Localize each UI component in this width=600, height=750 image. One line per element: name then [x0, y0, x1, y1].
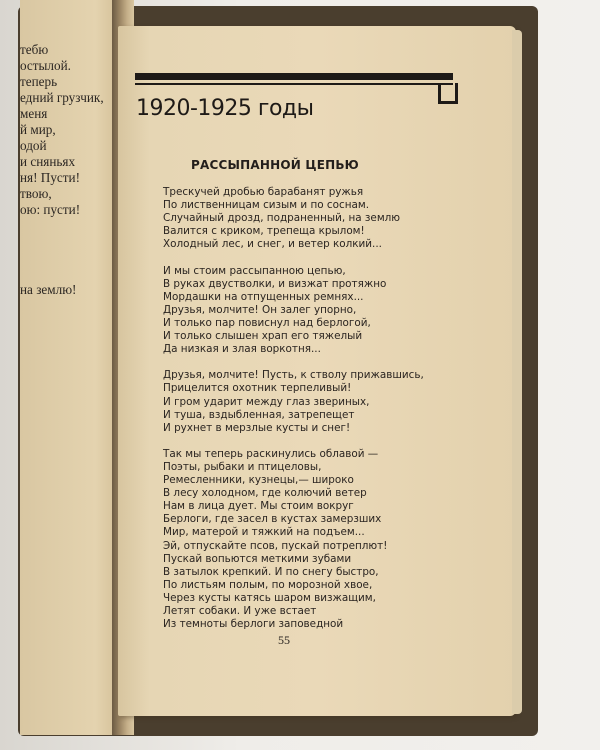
left-page-line: одой [20, 138, 47, 153]
poem-line: В затылок крепкий. И по снегу быстро, [163, 565, 379, 578]
left-page-line: ня! Пусти! [20, 170, 80, 185]
left-page-line: едний грузчик, [20, 90, 104, 105]
header-rule-thin [135, 83, 453, 85]
left-page-line: й мир, [20, 122, 56, 137]
stanza [163, 448, 463, 631]
poem-line: Друзья, молчите! Он залег упорно, [163, 303, 357, 316]
poem-line: Мордашки на отпущенных ремнях... [163, 290, 364, 303]
section-header: 1920-1925 годы [136, 96, 314, 121]
left-page-line: на землю! [20, 282, 77, 297]
poem-line: Ремесленники, кузнецы,— широко [163, 474, 354, 487]
poem-line: Трескучей дробью барабанят ружья [163, 186, 364, 198]
poem-line: В лесу холодном, где колючий ветер [163, 487, 367, 500]
poem-line: По листьям полым, по морозной хвое, [163, 578, 373, 591]
poem-line: Летят собаки. И уже встает [163, 605, 317, 617]
left-page-line: меня [20, 106, 48, 121]
left-page-line: теперь [20, 74, 58, 89]
poem-line: И гром ударит между глаз звериных, [163, 395, 370, 408]
header-ornament [438, 83, 458, 104]
left-page-line: тебю [20, 42, 49, 57]
poem-line: Через кусты катясь шаром визжащим, [163, 591, 376, 604]
poem-line: Холодный лес, и снег, и ветер колкий... [163, 238, 382, 251]
poem-line: Пускай вопьются меткими зубами [163, 552, 352, 565]
poem-line: В руках двустволки, и визжат протяжно [163, 277, 387, 290]
poem-line: Да низкая и злая воркотня... [163, 343, 321, 356]
left-page-line: твою, [20, 186, 52, 201]
poem-line: По лиственницам сизым и по соснам. [163, 199, 370, 212]
page-edge [512, 30, 522, 714]
poem-line: И рухнет в мерзлые кусты и снег! [163, 421, 351, 434]
left-page-line: остылой. [20, 58, 71, 73]
poem-line: Валится с криком, трепеща крылом! [163, 225, 365, 238]
poem-line: Берлоги, где засел в кустах замерзших [163, 513, 382, 526]
poem-line: Случайный дрозд, подраненный, на землю [163, 212, 401, 225]
poem-line: И туша, вздыбленная, затрепещет [163, 408, 355, 421]
header-rule-thick [135, 73, 453, 80]
poem-line: Нам в лица дует. Мы стоим вокруг [163, 500, 354, 513]
left-page-line: и сняньях [20, 154, 76, 169]
stanza-gap [163, 251, 463, 264]
poem-line: И только слышен храп его тяжелый [163, 330, 363, 343]
poem-title: РАССЫПАННОЙ ЦЕПЬЮ [191, 158, 359, 172]
left-page-line: ою: пусти! [20, 202, 81, 217]
poem-line: Друзья, молчите! Пусть, к стволу прижавшись, [163, 369, 424, 382]
poem-line: Мир, матерой и тяжкий на подъем... [163, 526, 365, 539]
poem-line: И мы стоим рассыпанною цепью, [163, 264, 346, 277]
stanza-gap [163, 435, 463, 448]
poem-line: Так мы теперь раскинулись облавой — [163, 447, 379, 460]
poem-body [163, 186, 463, 631]
stanza [163, 369, 463, 434]
poem-line: Из темноты берлоги заповедной [163, 618, 344, 631]
stanza [163, 186, 463, 251]
page-number: 55 [278, 633, 290, 647]
poem-line: Эй, отпускайте псов, пускай потреплют! [163, 539, 388, 552]
poem-line: И только пар повиснул над берлогой, [163, 316, 371, 329]
poem-line: Прицелится охотник терпеливый! [163, 382, 352, 395]
stanza [163, 265, 463, 357]
stanza-gap [163, 356, 463, 369]
poem-line: Поэты, рыбаки и птицеловы, [163, 460, 322, 473]
